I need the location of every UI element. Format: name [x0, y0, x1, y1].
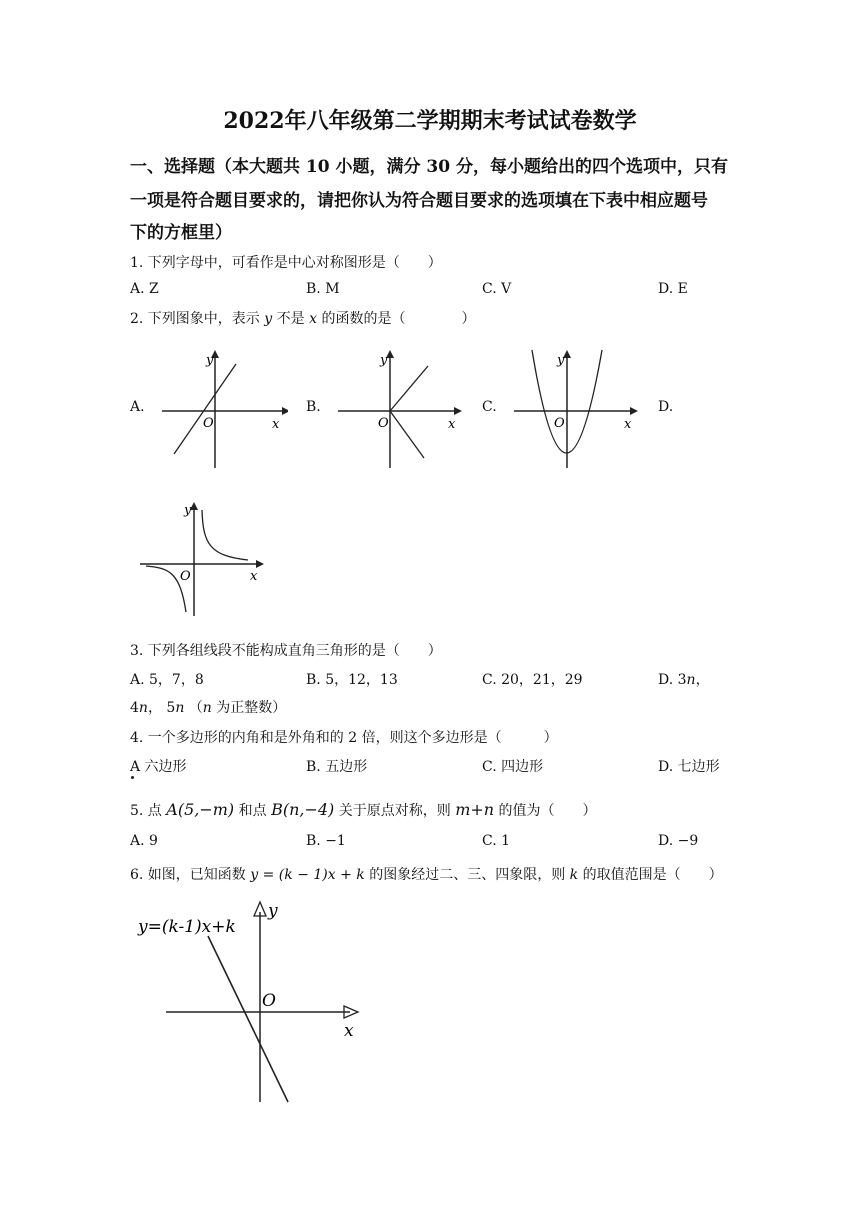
- question-6-origin-label: O: [262, 991, 276, 1011]
- question-1-option-a: A. Z: [130, 281, 159, 297]
- graph-a-x-label: x: [272, 417, 280, 432]
- question-3-option-d-four: 4: [130, 700, 139, 716]
- graph-b-origin-label: O: [378, 416, 389, 431]
- question-3-option-d-sep: ，: [695, 672, 710, 688]
- question-3-option-d-var-n: n: [686, 672, 696, 688]
- question-5-option-a: A. 9: [130, 833, 158, 849]
- question-6-x-label: x: [344, 1021, 354, 1041]
- question-2-stem-part-c: 的函数的是（ ）: [321, 311, 476, 327]
- question-2-stem-part-b: 不是: [276, 311, 305, 327]
- graph-d-origin-label: O: [180, 569, 191, 584]
- question-3-option-d-var-n3: n: [175, 700, 185, 716]
- question-6-function: y = (k − 1)x + k: [250, 867, 365, 883]
- question-2-option-b-label: B.: [306, 399, 321, 415]
- question-3-option-d-sep2: ， 5: [147, 700, 176, 716]
- question-5-point-b: B(n,−4): [271, 800, 335, 819]
- question-3-option-d-paren: （: [188, 700, 203, 716]
- question-1-option-d: D. E: [658, 281, 688, 297]
- question-4-option-c: C. 四边形: [482, 759, 544, 775]
- question-2-var-y: y: [264, 311, 273, 327]
- section-heading-line1: 一、选择题（本大题共 10 小题，满分 30 分，每小题给出的四个选项中，只有: [130, 157, 728, 177]
- question-3-stem: 3. 下列各组线段不能构成直角三角形的是（ ）: [130, 643, 442, 659]
- question-2-option-c-label: C.: [482, 399, 497, 415]
- question-5-option-c: C. 1: [482, 833, 511, 849]
- question-6-graph-label: y=(k-1)x+k: [138, 917, 236, 937]
- question-2-graph-d: [136, 496, 266, 620]
- stray-dot-mark: [131, 776, 134, 779]
- graph-a-origin-label: O: [203, 416, 214, 431]
- question-2-stem-part-a: 2. 下列图象中，表示: [130, 311, 260, 327]
- section-heading-line2: 一项是符合题目要求的，请把你认为符合题目要求的选项填在下表中相应题号: [130, 191, 708, 211]
- question-5-stem-part-c: 关于原点对称，则: [338, 803, 451, 819]
- question-3-option-d-var-n2: n: [138, 700, 148, 716]
- question-6-var-k: k: [569, 867, 579, 883]
- question-6-graph: [130, 896, 370, 1108]
- question-4-stem: 4. 一个多边形的内角和是外角和的 2 倍，则这个多边形是（ ）: [130, 730, 558, 746]
- question-2-graph-c: [510, 346, 640, 471]
- question-3-option-b: B. 5，12，13: [306, 672, 398, 688]
- question-6-stem-part-b: 的图象经过二、三、四象限，则: [369, 867, 566, 883]
- question-4-option-d: D. 七边形: [658, 759, 720, 775]
- question-4-option-a: A 六边形: [130, 759, 187, 775]
- graph-c-y-label: y: [557, 353, 565, 368]
- question-5-option-d: D. −9: [658, 833, 699, 849]
- question-3-option-a: A. 5，7，8: [130, 672, 204, 688]
- question-5-expression: m+n: [455, 800, 495, 819]
- graph-b-x-label: x: [448, 417, 456, 432]
- question-3-option-d-continued: [130, 697, 286, 717]
- question-6-stem: [130, 864, 723, 884]
- question-3-option-c: C. 20，21，29: [482, 672, 583, 688]
- question-1-stem: 1. 下列字母中，可看作是中心对称图形是（ ）: [130, 255, 442, 271]
- question-5-stem-part-b: 和点: [238, 803, 267, 819]
- question-1-option-c: C. V: [482, 281, 512, 297]
- graph-c-origin-label: O: [554, 416, 565, 431]
- question-2-option-d-label: D.: [658, 399, 674, 415]
- question-2-option-a-label: A.: [130, 399, 145, 415]
- question-3-option-d-prefix: D. 3: [658, 672, 687, 688]
- graph-c-x-label: x: [624, 417, 632, 432]
- question-5-point-a: A(5,−m): [166, 800, 235, 819]
- question-3-option-d-var-n4: n: [202, 700, 212, 716]
- graph-d-x-label: x: [250, 569, 258, 584]
- graph-a-y-label: y: [206, 353, 214, 368]
- question-6-stem-part-a: 6. 如图，已知函数: [130, 867, 246, 883]
- question-2-stem: [130, 308, 475, 328]
- graph-b-y-label: y: [380, 353, 388, 368]
- question-5-stem-part-d: 的值为（ ）: [498, 803, 597, 819]
- question-6-stem-part-c: 的取值范围是（ ）: [582, 867, 723, 883]
- question-2-graph-a: [158, 346, 288, 471]
- section-heading-line3: 下的方框里）: [130, 223, 232, 243]
- question-3-option-d: [658, 669, 710, 689]
- graph-d-y-label: y: [184, 503, 192, 518]
- question-6-y-label: y: [268, 901, 278, 921]
- question-2-graph-b: [334, 346, 464, 471]
- question-2-var-x: x: [309, 311, 317, 327]
- question-3-option-d-note: 为正整数）: [211, 700, 287, 716]
- question-5-stem: [130, 800, 597, 820]
- question-5-option-b: B. −1: [306, 833, 346, 849]
- page-title: 2022年八年级第二学期期末考试试卷数学: [223, 108, 637, 134]
- question-1-option-b: B. M: [306, 281, 340, 297]
- question-4-option-b: B. 五边形: [306, 759, 368, 775]
- question-5-stem-part-a: 5. 点: [130, 803, 162, 819]
